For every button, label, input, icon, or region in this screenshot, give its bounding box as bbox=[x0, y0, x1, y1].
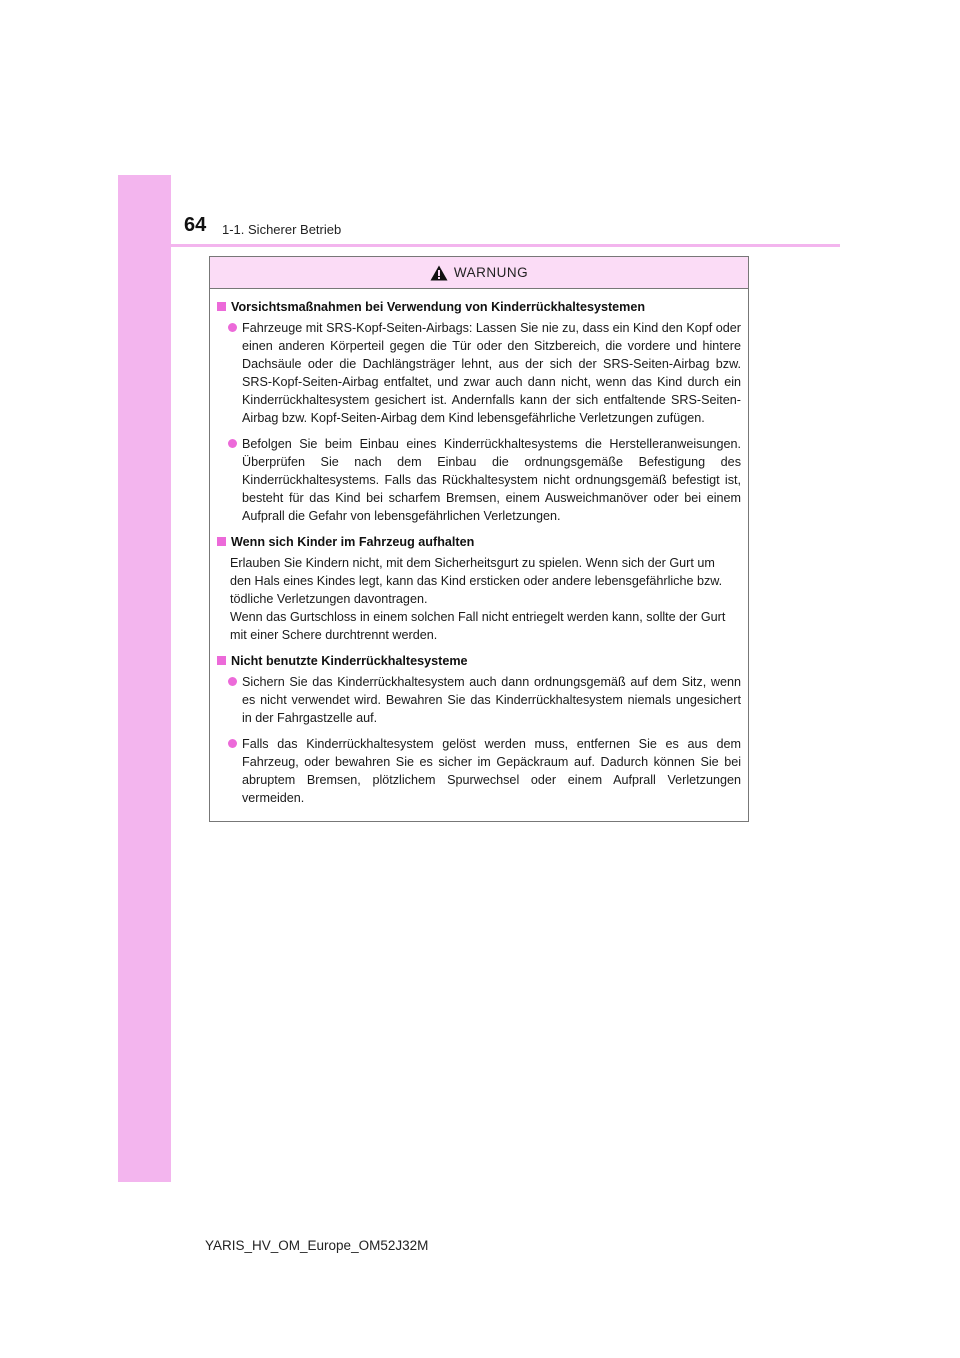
paragraph: Erlauben Sie Kindern nicht, mit dem Sicherheitsgurt zu spielen. Wenn sich der Gurt um den Hals eines Kindes legt, kann das Kind ersticken oder andere lebensgefährliche bzw. tödliche Verletzungen davontragen. bbox=[230, 556, 723, 606]
round-bullet-icon bbox=[228, 677, 237, 686]
warning-box bbox=[209, 256, 749, 822]
warning-header bbox=[210, 257, 748, 289]
warning-title: WARNUNG bbox=[453, 265, 529, 280]
warning-body bbox=[210, 289, 748, 807]
list-item bbox=[228, 319, 741, 427]
list-item bbox=[228, 673, 741, 727]
topic-heading bbox=[217, 652, 741, 670]
paragraph: Wenn das Gurtschloss in einem solchen Fall nicht entriegelt werden kann, sollte der Gurt mit einer Schere durchtrennt werden. bbox=[230, 610, 726, 642]
round-bullet-icon bbox=[228, 323, 237, 332]
topic-title: Nicht benutzte Kinderrückhaltesysteme bbox=[231, 654, 468, 668]
topic-heading bbox=[217, 298, 741, 316]
list-item bbox=[228, 735, 741, 807]
topic-title: Vorsichtsmaßnahmen bei Verwendung von Kinderrückhaltesystemen bbox=[231, 300, 646, 314]
section-title: 1-1. Sicherer Betrieb bbox=[222, 222, 342, 237]
list-item-text: Befolgen Sie beim Einbau eines Kinderrückhaltesystems die Herstelleranweisungen. Überprüfen Sie nach dem Einbau die ordnungsgemäße Befestigung des Kinderrückhaltesystems. Falls das Rückhaltesystem nicht ordnungsgemäß befestigt ist, besteht für das Kind bei scharfem Bremsen, einem Ausweichmanöver oder bei einem Aufprall die Gefahr von lebensgefährlichen Verletzungen. bbox=[242, 437, 741, 523]
warning-triangle-icon bbox=[430, 265, 448, 281]
side-color-bar bbox=[118, 175, 171, 1182]
list-item-text: Fahrzeuge mit SRS-Kopf-Seiten-Airbags: Lassen Sie nie zu, dass ein Kind den Kopf oder einen anderen Körperteil gegen die Tür oder den Sitzbereich, die vordere und hintere Dachsäule oder die Dachlängsträger lehnt, aus der sich der SRS-Seiten-Airbag bzw. SRS-Kopf-Seiten-Airbag entfaltet, und zwar auch dann nicht, wenn das Kind durch ein Kinderrückhaltesystem gesichert ist. Andernfalls kann der sich entfaltende SRS-Seiten-Airbag bzw. Kopf-Seiten-Airbag dem Kind lebensgefährliche Verletzungen zufügen. bbox=[242, 321, 741, 425]
list-item bbox=[228, 435, 741, 525]
square-bullet-icon bbox=[217, 656, 226, 665]
document-id: YARIS_HV_OM_Europe_OM52J32M bbox=[205, 1238, 429, 1253]
topic-heading bbox=[217, 533, 741, 551]
round-bullet-icon bbox=[228, 739, 237, 748]
round-bullet-icon bbox=[228, 439, 237, 448]
square-bullet-icon bbox=[217, 537, 226, 546]
topic-title: Wenn sich Kinder im Fahrzeug aufhalten bbox=[231, 535, 475, 549]
page-number: 64 bbox=[184, 214, 207, 236]
header-rule bbox=[118, 244, 840, 247]
list-item-text: Falls das Kinderrückhaltesystem gelöst werden muss, entfernen Sie es aus dem Fahrzeug, oder bewahren Sie es sicher im Gepäckraum auf. Dadurch können Sie bei abruptem Bremsen, plötzlichem Spurwechsel oder einem Aufprall Verletzungen vermeiden. bbox=[242, 737, 741, 805]
topic-paragraphs bbox=[230, 554, 735, 644]
list-item-text: Sichern Sie das Kinderrückhaltesystem auch dann ordnungsgemäß auf dem Sitz, wenn es nicht verwendet wird. Bewahren Sie das Kinderrückhaltesystem niemals ungesichert in der Fahrgastzelle auf. bbox=[242, 675, 741, 725]
square-bullet-icon bbox=[217, 302, 226, 311]
